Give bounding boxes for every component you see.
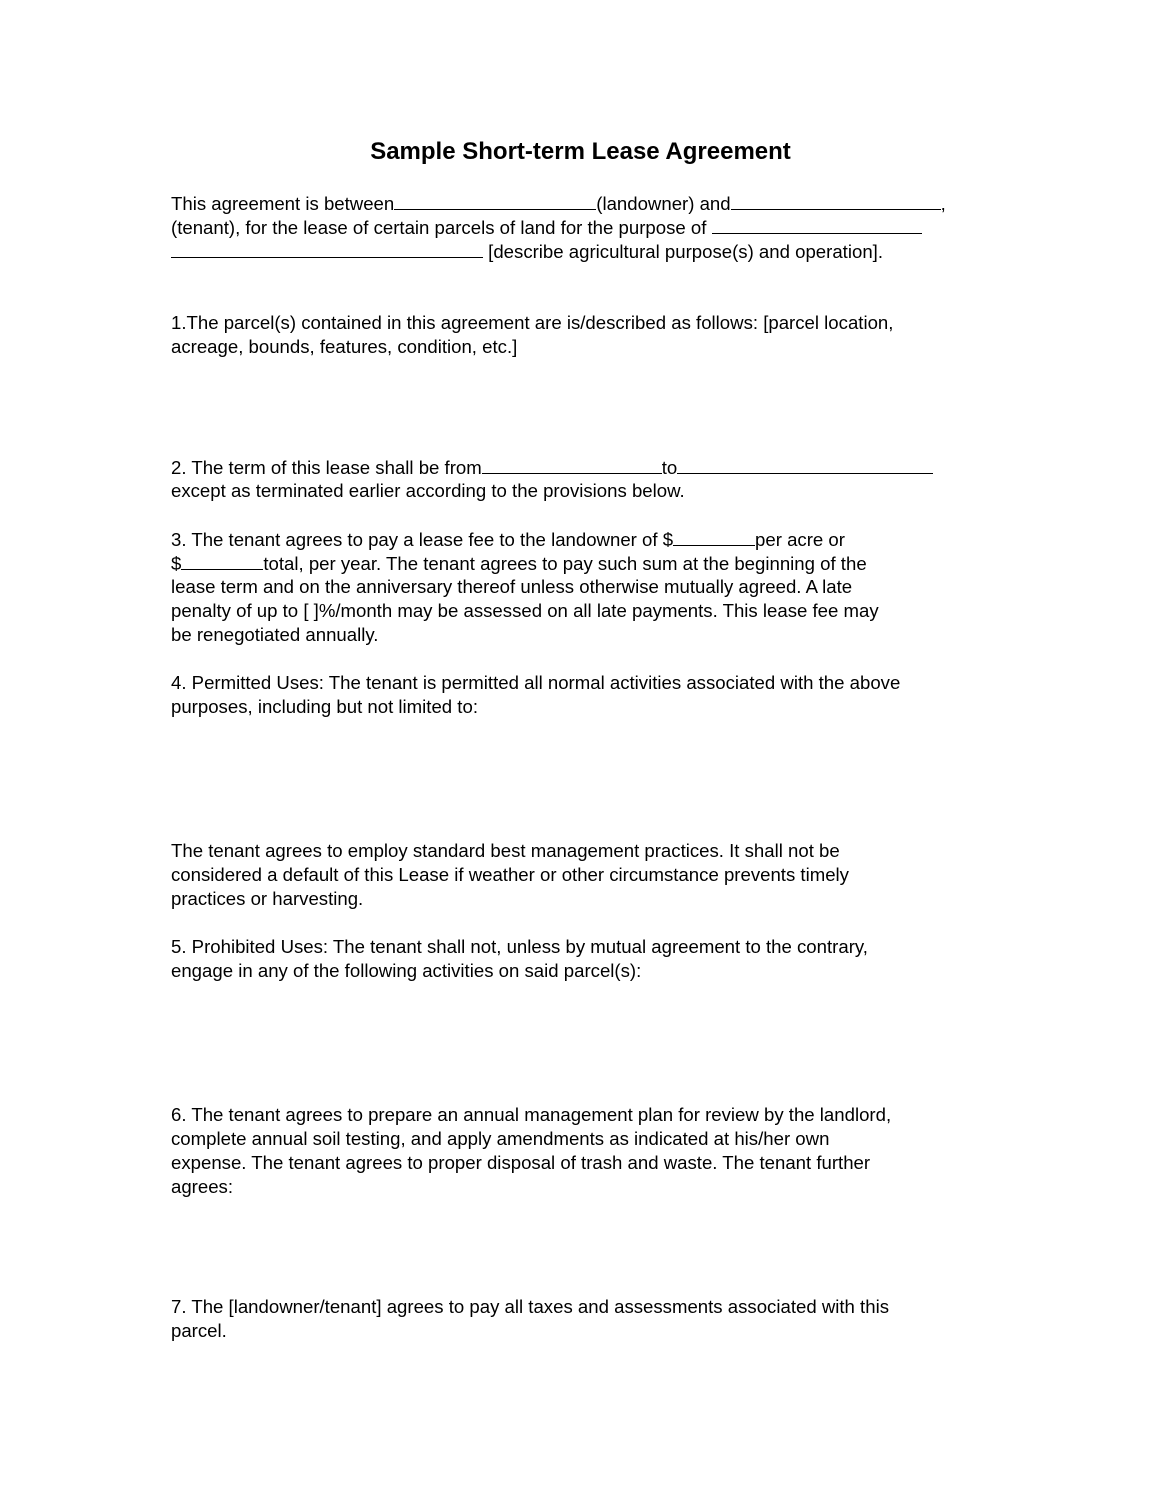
total-fee-blank[interactable] <box>181 551 263 570</box>
purpose-blank[interactable] <box>712 215 922 234</box>
section-3-line-1 <box>171 527 845 552</box>
intro-text: (tenant), for the lease of certain parcels of land for the purpose of <box>171 217 707 238</box>
section-4-line: purposes, including but not limited to: <box>171 696 478 717</box>
landowner-blank[interactable] <box>394 191 596 210</box>
section-2-line-1 <box>171 455 933 480</box>
per-acre-fee-blank[interactable] <box>673 527 755 546</box>
section-3-line: be renegotiated annually. <box>171 624 379 645</box>
purpose-continued-blank[interactable] <box>171 239 483 258</box>
intro-line-3 <box>171 239 883 264</box>
section-6-line: 6. The tenant agrees to prepare an annual management plan for review by the landlord, <box>171 1104 892 1125</box>
section-6-line: complete annual soil testing, and apply amendments as indicated at his/her own <box>171 1128 830 1149</box>
intro-text: [describe agricultural purpose(s) and operation]. <box>488 241 883 262</box>
term-start-blank[interactable] <box>482 455 662 474</box>
bmp-line: The tenant agrees to employ standard best management practices. It shall not be <box>171 840 840 861</box>
section-4-line: 4. Permitted Uses: The tenant is permitted all normal activities associated with the above <box>171 672 901 693</box>
tenant-blank[interactable] <box>731 191 941 210</box>
section-3-text: total, per year. The tenant agrees to pay such sum at the beginning of the <box>263 553 867 574</box>
section-3-text: $ <box>171 553 182 574</box>
section-2-text: 2. The term of this lease shall be from <box>171 457 482 478</box>
intro-text: , <box>940 193 946 214</box>
section-3-line: lease term and on the anniversary thereof unless otherwise mutually agreed. A late <box>171 576 853 597</box>
section-5-line: engage in any of the following activities on said parcel(s): <box>171 960 642 981</box>
section-3-text: per acre or <box>755 529 845 550</box>
section-6-line: expense. The tenant agrees to proper disposal of trash and waste. The tenant further <box>171 1152 871 1173</box>
section-2-line: except as terminated earlier according to the provisions below. <box>171 480 685 501</box>
section-3-line-2 <box>171 551 867 576</box>
section-1-line: 1.The parcel(s) contained in this agreement are is/described as follows: [parcel location, <box>171 312 894 333</box>
section-6-line: agrees: <box>171 1176 234 1197</box>
document-title: Sample Short-term Lease Agreement <box>370 138 791 165</box>
section-2-text: to <box>661 457 678 478</box>
section-5-line: 5. Prohibited Uses: The tenant shall not, unless by mutual agreement to the contrary, <box>171 936 868 957</box>
section-7-line: parcel. <box>171 1320 227 1341</box>
bmp-line: considered a default of this Lease if weather or other circumstance prevents timely <box>171 864 849 885</box>
section-3-text: 3. The tenant agrees to pay a lease fee to the landowner of $ <box>171 529 674 550</box>
bmp-line: practices or harvesting. <box>171 888 364 909</box>
intro-text: This agreement is between <box>171 193 395 214</box>
section-7-line: 7. The [landowner/tenant] agrees to pay all taxes and assessments associated with this <box>171 1296 889 1317</box>
intro-line-1 <box>171 191 946 216</box>
section-3-line: penalty of up to [ ]%/month may be assessed on all late payments. This lease fee may <box>171 600 879 621</box>
section-1-line: acreage, bounds, features, condition, etc.] <box>171 336 518 357</box>
intro-text: (landowner) and <box>596 193 731 214</box>
term-end-blank[interactable] <box>677 455 933 474</box>
intro-line-2 <box>171 215 922 240</box>
